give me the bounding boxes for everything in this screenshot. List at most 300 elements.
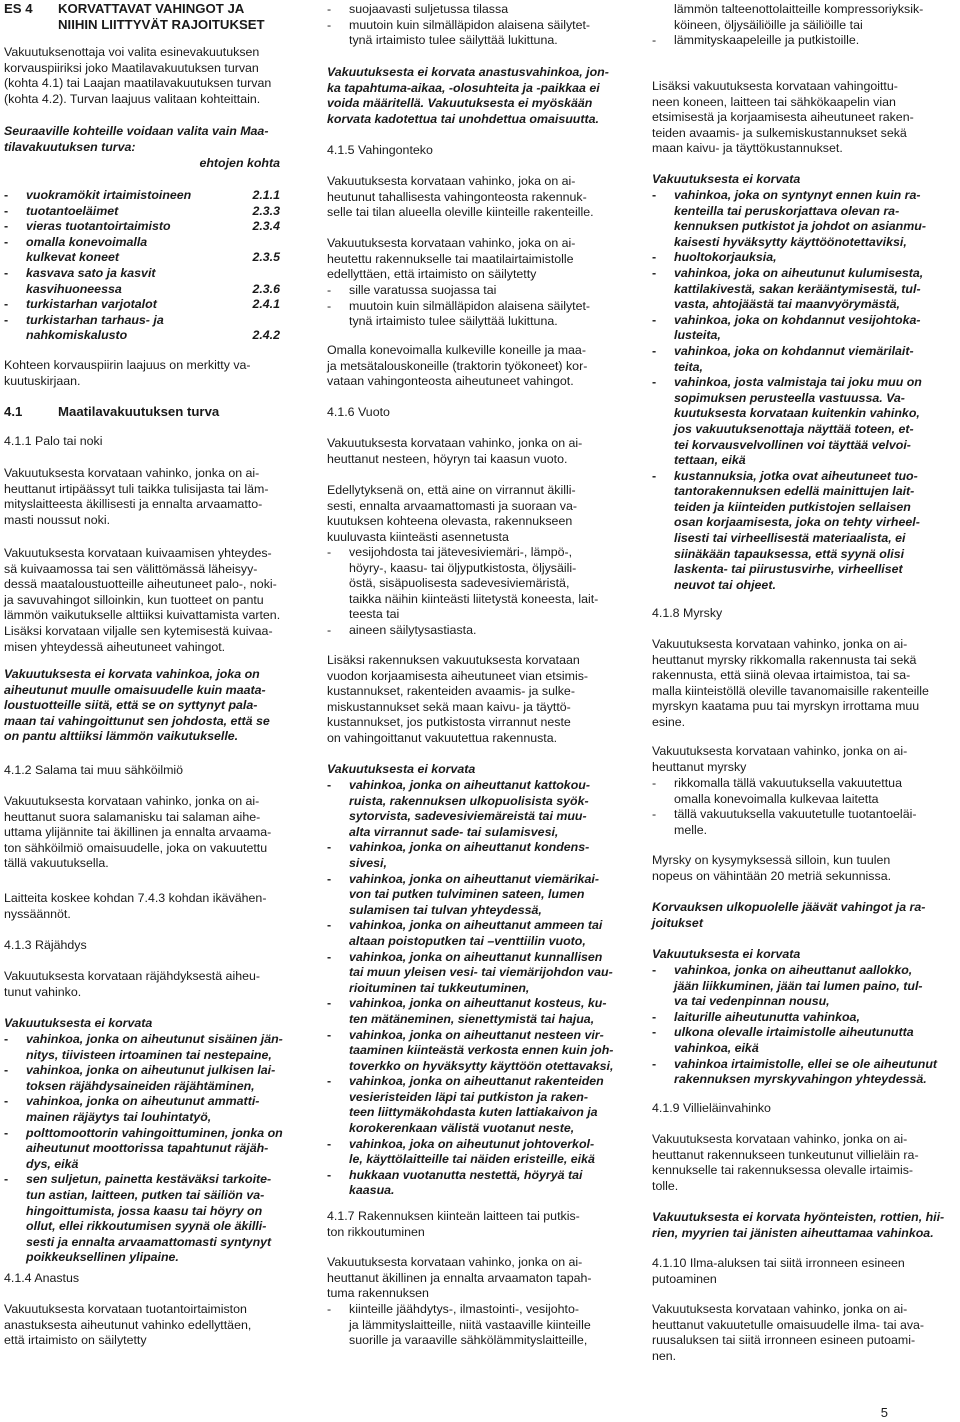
text-line: Kohteen korvauspiirin laajuus on merkitty va- [4, 358, 251, 372]
dash-bullet: - [327, 1074, 332, 1089]
list-item-line: osan korjaamisesta, joka on tehty virheel- [674, 515, 920, 530]
text-line: voida määritellä. Vakuutuksesta ei myöskään [327, 96, 593, 111]
toc-item-label: turkistarhan tarhaus- ja [26, 312, 164, 327]
list-item-line: kiinteille jäähdytys-, ilmastointi-, vesijohto- [349, 1302, 580, 1316]
toc-item-number: 2.4.2 [252, 328, 280, 343]
list-item-line: poikkeuksellinen ylipaine. [26, 1250, 179, 1265]
list-item-line: teiden ja kiinteiden putkistojen sellaisen [674, 499, 911, 514]
text-line: esine. [652, 714, 686, 729]
exclusions-4-1-3-list [4, 1032, 296, 1266]
anastus-exclusion-paragraph [327, 65, 619, 127]
list-item-line: nitys, tiivisteen irtoaminen tai nestepaine, [26, 1047, 272, 1062]
list-item-line: toverkko on hyväksytty käyttöön otettavaksi, [349, 1058, 614, 1073]
list-item-line: siinäkään tapauksessa, että syynä olisi [674, 546, 905, 561]
dash-bullet: - [327, 840, 332, 855]
list-item-line: vahinkoa, joka on kohdannut viemärilait- [674, 343, 914, 358]
exclusions-4-1-8-heading: Vakuutuksesta ei korvata [652, 947, 801, 961]
paragraph-4-1-6-a [327, 436, 619, 467]
list-item-line: höyry-, kaasu- tai öljyputkistosta, öljysäili- [349, 560, 577, 575]
paragraph-4-1-1-b [4, 546, 296, 655]
text-line: ton sähköilmiö omaisuudelle, joka on vakuutettu [4, 840, 268, 855]
dash-bullet: - [652, 375, 657, 390]
subsection-4-1-4-title: 4.1.4 Anastus [4, 1271, 80, 1285]
text-line: Korvauksen ulkopuolelle jäävät vahingot ja ra- [652, 900, 926, 914]
text-line: Vakuutuksesta korvataan vahinko, jonka on ai- [652, 637, 908, 651]
list-item-line: von tai putken tulviminen sateen, lumen [349, 887, 585, 902]
list-item-line: vahinkoa, joka on syntynyt ennen kuin ra- [674, 188, 921, 202]
anastus-list [327, 2, 619, 49]
list-item [327, 840, 619, 871]
text-line: Vakuutuksenottaja voi valita esinevakuutuksen [4, 45, 260, 59]
list-item-line: altaan poistoputken tai –venttiilin vuoto, [349, 933, 586, 948]
toc-item-label: vieras tuotantoirtaimisto [26, 219, 171, 234]
text-line: mityslaitteesta äkillisesti ja ennalta arvaamatto- [4, 497, 263, 512]
text-line: Vakuutuksesta ei korvata hyönteisten, rottien, hii- [652, 1210, 945, 1224]
toc-item-number: 2.3.3 [252, 203, 280, 218]
dash-bullet: - [4, 1094, 9, 1109]
text-line: aiheutunut muulle omaisuudelle kuin maata- [4, 682, 266, 697]
list-item-line: korokerenkaan välistä vuotanut neste, [349, 1121, 575, 1136]
list-item-line: teesta tai [349, 607, 400, 622]
list-item [652, 250, 944, 266]
list-item-line: vahinkoa, joka on aiheutunut johtoverkol- [349, 1136, 595, 1151]
list-item-line: kaasua. [349, 1183, 395, 1198]
list-item-line: alta virrannut sade- tai sulamisvesi, [349, 824, 559, 839]
paragraph-4-1-7-extra [652, 79, 944, 157]
text-line: Vakuutuksesta korvataan vahinko, jonka on ai- [4, 794, 260, 808]
list-item-line: ulkona olevalle irtaimistolle aiheutunutta [674, 1025, 914, 1040]
list-item-line: vahinkoa, josta valmistaja tai joku muu on [674, 375, 922, 390]
text-line: sesti, ennalta arvaamattomasti ja suoraan va- [327, 498, 578, 513]
dash-bullet: - [652, 265, 657, 280]
text-line: neen koneen, laitteen tai sähkökaapelin vian [652, 94, 896, 109]
list-item-line: vahinkoa, jonka on aiheuttanut rakenteiden [349, 1074, 604, 1089]
list-item-line: tynä irtaimisto tulee säilyttää lukittuna. [349, 33, 558, 48]
exclusions-4-1-6-list [327, 778, 619, 1199]
paragraph-4-1-5-a [327, 174, 619, 221]
list-item [652, 963, 944, 1010]
list-item-line: hingoittumista, jossa kaasu tai höyry on [26, 1203, 263, 1218]
list-item-line: sopimuksen perusteella vastuussa. Va- [674, 390, 905, 405]
subsection-4-1-6-title: 4.1.6 Vuoto [327, 405, 390, 419]
paragraph-4-1-3 [4, 969, 296, 1000]
text-line: misen yhteydessä aiheutuneet vahingot. [4, 639, 226, 654]
list-item-line: jään liikkuminen, jään tai lumen paino, tul- [674, 978, 923, 993]
list-item-line: lisesti tai virheellisestä materiaalista, ei [674, 531, 906, 546]
continued-lines [652, 2, 944, 49]
text-line: Vakuutuksesta korvataan vahinko, joka on ai- [327, 174, 576, 188]
list-item [327, 918, 619, 949]
text-line: Vakuutuksesta ei korvata vahinkoa, joka on [4, 667, 260, 681]
list-item [327, 1028, 619, 1075]
list-item [327, 950, 619, 997]
list-item-line: huoltokorjauksia, [674, 250, 777, 265]
subsection-4-1-9-title: 4.1.9 Villieläinvahinko [652, 1101, 771, 1115]
toc-item-label-continued: kasvihuoneessa [26, 281, 122, 296]
dash-bullet: - [652, 188, 657, 202]
list-item-line: jos vakuutuksenottaja näyttää toteen, et- [674, 421, 914, 436]
list-item-line: laiturille aiheutunutta vahinkoa, [674, 1009, 860, 1024]
toc-item-label-continued: nahkomiskalusto [26, 328, 128, 343]
paragraph-4-1-4 [4, 1302, 296, 1349]
text-line: nopeus on vähintään 20 metriä sekunnissa. [652, 868, 892, 883]
toc-item [4, 266, 280, 297]
text-line: rakennusta, että siinä olevaa irtaimistoa, tai sa- [652, 668, 911, 683]
dash-bullet: - [652, 1025, 657, 1040]
dash-bullet: - [652, 250, 657, 265]
dash-bullet: - [4, 188, 9, 202]
section-4-1-number: 4.1 [4, 404, 23, 419]
list-item-line: tei korvausvelvollinen voi täyttää velvoi- [674, 437, 911, 452]
dash-bullet: - [4, 219, 9, 234]
list-item-line: rioituminen tai tukkeutuminen, [349, 980, 530, 995]
text-line: joitukset [652, 915, 703, 930]
text-line: ja metsätalouskoneille (traktorin työkoneet) kor- [327, 358, 588, 373]
list-item [652, 188, 944, 250]
text-line: heuttanut vakuutetulle omaisuudelle ilma- tai ava- [652, 1317, 925, 1332]
toc-intro [4, 124, 296, 155]
text-line: kuutuksen kohteena olevasta, rakennukseen [327, 514, 573, 529]
toc-item-label: vuokramökit irtaimistoineen [26, 188, 192, 202]
list-item-line: vahinkoa, joka on aiheutunut kulumisesta, [674, 265, 924, 280]
text-line: Lisäksi korvataan viljalle sen kytemisestä kuivaa- [4, 623, 273, 638]
text-line: tilavakuutuksen turva: [4, 139, 136, 154]
chapter-code: ES 4 [4, 1, 33, 16]
list-item-line: ja lämmityslaitteille, niitä vastaaville kiinteille [349, 1317, 591, 1332]
list-item-line: laskenta- tai piirustusvirhe, virheelliset [674, 562, 903, 577]
text-line: masti noussut noki. [4, 512, 111, 527]
list-4-1-8 [652, 776, 944, 838]
list-item-line: tällä vakuutuksella vakuutetulle tuotantoeläi- [674, 807, 917, 822]
text-line: myrskyn kaatama puu tai myrskyn irrottama muu [652, 699, 920, 714]
text-line: ton rikkoutuminen [327, 1224, 425, 1239]
list-item-line: vahinkoa, jonka on aiheuttanut kosteus, ku- [349, 996, 607, 1011]
toc-item [4, 313, 280, 344]
list-item-line: tantorakennuksen edellä mainittujen lait- [674, 484, 915, 499]
text-line: Laitteita koskee kohdan 7.4.3 kohdan ikävähen- [4, 891, 267, 905]
text-line: etsimisestä ja korjaamisesta aiheutuneet raken- [652, 110, 914, 125]
list-item-line: melle. [674, 822, 708, 837]
list-item [327, 996, 619, 1027]
list-item-line: kaisesti hyväksytty käyttöönotettaviksi, [674, 234, 907, 249]
text-line: Vakuutuksesta ei korvata anastusvahinkoa, jon- [327, 65, 609, 79]
text-line: Lisäksi rakennuksen vakuutuksesta korvataan [327, 653, 580, 667]
text-line: Vakuutuksesta korvataan vahinko, jonka on ai- [652, 1302, 908, 1316]
paragraph-4-1-8-d [652, 900, 944, 931]
text-line: on vahingoittanut vakuutettua rakennusta. [327, 730, 558, 745]
list-item-line: omalla konevoimalla kulkevaa laitetta [674, 791, 879, 806]
paragraph-4-1-9-exclusion [652, 1210, 944, 1241]
exclusions-4-1-7-heading: Vakuutuksesta ei korvata [652, 172, 801, 186]
text-line: rien, myyrien tai jänisten aiheuttamaa vahinkoa. [652, 1225, 934, 1240]
text-line: Vakuutuksesta korvataan vahinko, jonka on ai- [652, 744, 908, 758]
dash-bullet: - [327, 1167, 332, 1182]
list-item-line: kattilakivestä, sakan kerääntymisestä, tul- [674, 281, 921, 296]
toc-item-number: 2.3.4 [252, 219, 280, 234]
text-line: on pantu alttiiksi lämmön vaikutukselle. [4, 729, 239, 744]
dash-bullet: - [327, 2, 332, 16]
subsection-4-1-7-title [327, 1209, 619, 1240]
text-line: maan kaivu- ja täyttökustannukset. [652, 141, 843, 156]
paragraph-4-1-6-c [327, 653, 619, 747]
list-item-line: vahinkoa, jonka on aiheuttanut kondens- [349, 840, 590, 855]
list-item-line: ruista, rakennuksen ulkopuolisista syök- [349, 793, 589, 808]
dash-bullet: - [652, 1056, 657, 1071]
toc-item-number: 2.1.1 [252, 188, 280, 202]
list-item-line: teen liittymäkohdasta kuten lattiakaivon ja [349, 1105, 598, 1120]
list-item-line: vasta, ahtojäästä tai maanvyörymästä, [674, 297, 900, 312]
list-item-line: kennuksen putkistot ja johdot on asianmu- [674, 219, 926, 234]
dash-bullet: - [327, 871, 332, 886]
list-item-line: tai muun yleisen vesi- tai viemärijohdon vau- [349, 965, 613, 980]
text-line: heuttanut äkillinen ja ennalta arvaamaton tapah- [327, 1270, 592, 1285]
list-item-line: aineen säilytysastiasta. [349, 622, 477, 637]
text-line: Seuraaville kohteille voidaan valita vain Maa- [4, 124, 269, 138]
toc-item-label: tuotantoeläimet [26, 203, 119, 218]
text-line: heuttanut myrsky rikkomalla rakennusta tai sekä [652, 652, 917, 667]
list-item [327, 2, 619, 18]
list-item-line: sille varatussa suojassa tai [349, 283, 497, 297]
list-item-line: sen suljetun, painetta kestäväksi tarkoite- [26, 1172, 272, 1187]
paragraph-4-1-1-a [4, 466, 296, 528]
toc-item-label: kasvava sato ja kasvit [26, 265, 156, 280]
list-item-line: suorille ja varaaville sähkölämmityslaitteille, [349, 1333, 588, 1348]
text-line: miskustannukset sekä maan kaivu- ja täyttö- [327, 699, 571, 714]
list-item [327, 283, 619, 299]
toc-item-label-continued: kulkevat koneet [26, 250, 119, 265]
toc-item-number: 2.3.6 [252, 281, 280, 296]
list-item [327, 1137, 619, 1168]
list-item-line: le, käyttölaitteille tai näiden eristeille, eikä [349, 1152, 595, 1167]
text-line: Vakuutuksesta korvataan vahinko, jonka on ai- [327, 436, 583, 450]
text-line: Edellytyksenä on, että aine on virrannut äkilli- [327, 483, 576, 497]
toc-item [4, 204, 280, 220]
list-item-line: vesieristeiden läpi tai putkiston ja raken- [349, 1089, 588, 1104]
text-line: Vakuutuksesta korvataan vahinko, joka on ai- [327, 236, 576, 250]
list-item [652, 344, 944, 375]
page-number: 5 [880, 1405, 888, 1420]
text-line: korvata kadotettua tai unohdettua omaisuutta. [327, 111, 599, 126]
dash-bullet: - [327, 918, 332, 933]
list-item-line: vahinkoa, jonka on aiheutunut ammatti- [26, 1094, 260, 1109]
chapter-heading [4, 1, 296, 32]
section-4-1-heading [4, 404, 296, 420]
list-item [652, 1010, 944, 1026]
text-line: anastuksesta aiheutunut vahinko edellyttäen, [4, 1317, 252, 1332]
list-item-line: va tai vedenpinnan nousu, [674, 994, 830, 1009]
text-line: Vakuutuksesta korvataan vahinko, jonka on ai- [4, 466, 260, 480]
list-item-line: vahinkoa, jonka on aiheuttanut kattokou- [349, 778, 590, 792]
text-line: maan tai vahingoittunut sen johdosta, että se [4, 713, 270, 728]
list-item-line: aiheutunut moottorissa tapahtunut räjäh- [26, 1141, 269, 1156]
subsection-4-1-5-title: 4.1.5 Vahingonteko [327, 143, 433, 157]
text-line: heuttanut myrsky [652, 759, 747, 774]
paragraph-4-1-10 [652, 1302, 944, 1364]
text-line: Lisäksi vakuutuksesta korvataan vahingoittu- [652, 79, 898, 93]
paragraph-4-1-2-b [4, 891, 296, 922]
text-line: sä kuivaamossa tai sen välittömässä läheisyy- [4, 561, 258, 576]
paragraph-4-1-9 [652, 1132, 944, 1194]
list-item [4, 1094, 296, 1125]
list-item-line: vahinkoa, jonka on aiheuttanut viemärikai- [349, 871, 599, 886]
text-line: heutunut tahallisesta vahingonteosta rakennuk- [327, 189, 587, 204]
text-line: kennukselle tai rakennuksessa olevalle irtaimis- [652, 1163, 914, 1178]
list-item [327, 18, 619, 49]
text-line: (kohta 4.1) tai Laajan maatilavakuutuksen turvan [4, 76, 272, 91]
exclusions-4-1-7-list [652, 188, 944, 593]
exclusions-4-1-6-heading: Vakuutuksesta ei korvata [327, 762, 476, 776]
text-line: kustannukset, rakenteiden avaamis- ja sulke- [327, 684, 575, 699]
dash-bullet: - [4, 297, 9, 312]
text-line: tällä vakuutuksella. [4, 856, 109, 871]
dash-bullet: - [4, 203, 9, 218]
list-item-line: neuvot tai ohjeet. [674, 577, 776, 592]
list-item [327, 623, 619, 639]
text-line: (kohta 4.2). Turvan laajuus valitaan kohteittain. [4, 91, 261, 106]
text-line: lämmön talteenottolaitteille kompressoriyksik- [674, 2, 924, 16]
text-line: Myrsky on kysymyksessä silloin, kun tuulen [652, 853, 891, 867]
text-line: loustuotteille siitä, että se on syttynyt pala- [4, 698, 258, 713]
text-line: köineen, öljysäiliöille ja säiliöille tai [674, 17, 863, 32]
dash-bullet: - [652, 343, 657, 358]
paragraph-4-1-7 [327, 1255, 619, 1302]
text-line: ruusaluksen tai siitä irronneen esineen putoami- [652, 1333, 916, 1348]
list-item [327, 872, 619, 919]
list-item-line: taaminen kiinteästä verkosta ennen kuin joh- [349, 1043, 614, 1058]
chapter-title-line-2: NIIHIN LIITTYVÄT RAJOITUKSET [58, 16, 265, 32]
paragraph-4-1-8-b [652, 744, 944, 775]
dash-bullet: - [4, 265, 9, 280]
text-line: vataan vahingonteosta aiheutuneet vahingot. [327, 374, 574, 389]
list-item-line: dys, eikä [26, 1156, 79, 1171]
text-line: malla kiinteistöllä oleville tavanomaisille rakenteille [652, 683, 929, 698]
list-item [652, 807, 944, 838]
list-item-line: kustannuksia, jotka ovat aiheutuneet tuo- [674, 468, 918, 483]
list-item-line: taikka näihin kiinteästi liitetystä koneesta, lait- [349, 591, 599, 606]
section-4-1-title: Maatilavakuutuksen turva [58, 404, 220, 419]
dash-bullet: - [652, 807, 657, 822]
list-4-1-6 [327, 545, 619, 639]
text-line: selle tai tilan alueella oleville kiinteille rakenteille. [327, 205, 594, 220]
text-line: heuttanut suora salamanisku tai salaman aihe- [4, 809, 261, 824]
text-line: Vakuutuksesta korvataan kuivaamisen yhteydes- [4, 546, 272, 560]
text-line: että irtaimisto on säilytetty [4, 1333, 147, 1348]
list-item-line: mainen räjäytys tai louhintatyö, [26, 1109, 212, 1124]
list-item-line: hukkaan vuotanutta nestettä, höyryä tai [349, 1167, 583, 1182]
text-line: tuma rakennuksen [327, 1286, 429, 1301]
paragraph-4-1-1-exclusion [4, 667, 296, 745]
text-line: 4.1.10 Ilma-aluksen tai siitä irronneen esineen [652, 1256, 905, 1270]
paragraph-4-1-5-b [327, 236, 619, 283]
list-item [327, 1168, 619, 1199]
list-item-line: ollut, ellei rikkoutumisen syynä ole äkilli- [26, 1219, 267, 1234]
chapter-title-line-1: KORVATTAVAT VAHINGOT JA [58, 1, 245, 16]
list-item-line: tettaan, eikä [674, 453, 746, 468]
dash-bullet: - [652, 1009, 657, 1024]
list-item-line: vahinkoa, jonka on aiheuttanut aallokko, [674, 963, 913, 977]
toc-item-label: turkistarhan varjotalot [26, 297, 157, 312]
list-item-line: toksen räjähdysaineiden räjähtäminen, [26, 1078, 255, 1093]
dash-bullet: - [327, 622, 332, 637]
dash-bullet: - [327, 949, 332, 964]
toc-item-number: 2.3.5 [252, 250, 280, 265]
dash-bullet: - [652, 33, 657, 48]
list-item-line: teita, [674, 359, 703, 374]
subsection-4-1-1-title: 4.1.1 Palo tai noki [4, 434, 103, 448]
list-item-line: vahinkoa, jonka on aiheutunut sisäinen jän- [26, 1032, 283, 1046]
list-item-line: vahinkoa, jonka on aiheuttanut nesteen vir- [349, 1027, 604, 1042]
toc-item-label: omalla konevoimalla [26, 234, 148, 249]
text-line: lämmön vaikutukselle alttiiksi kuivattamista varten. [4, 608, 281, 623]
list-item-line: kenteilla tai peruskorjattava olevan ra- [674, 203, 900, 218]
dash-bullet: - [327, 778, 332, 792]
list-4-1-5 [327, 283, 619, 330]
text-line: Vakuutuksesta korvataan vahinko, jonka on ai- [327, 1255, 583, 1269]
toc-item-number: 2.4.1 [252, 297, 280, 312]
list-item [327, 1074, 619, 1136]
text-line: putoaminen [652, 1271, 717, 1286]
toc-item [4, 235, 280, 266]
text-line: ka tapahtuma-aikaa, -olosuhteita ja -paikkaa ei [327, 80, 600, 95]
list-item-line: ten mätäneminen, sienettymistä tai hajua, [349, 1011, 595, 1026]
paragraph-4-1-8-a [652, 637, 944, 731]
list-item-line: sulamisen tai tulvan yhteydessä, [349, 902, 542, 917]
dash-bullet: - [4, 1063, 9, 1078]
list-item-line: rakennuksen myrskyvahingon yhteydessä. [674, 1072, 927, 1087]
list-item [327, 299, 619, 330]
toc-column-header: ehtojen kohta [199, 156, 280, 170]
text-line: Vakuutuksesta korvataan vahinko, jonka on ai- [652, 1132, 908, 1146]
list-item [4, 1126, 296, 1173]
text-line: vuodon korjaamisesta aiheutuneet vian etsimis- [327, 668, 589, 683]
list-item [652, 33, 944, 49]
list-item [652, 776, 944, 807]
list-item [652, 266, 944, 313]
dash-bullet: - [652, 312, 657, 327]
text-line: uttama ylijännite tai äkillinen ja ennalta arvaama- [4, 825, 272, 840]
text-line: Vakuutuksesta korvataan tuotantoirtaimiston [4, 1302, 247, 1316]
text-line: Vakuutuksesta korvataan räjähdyksestä aiheu- [4, 969, 260, 983]
dash-bullet: - [652, 776, 657, 790]
dash-bullet: - [327, 1302, 332, 1316]
list-item-line: lusteita, [674, 328, 721, 343]
paragraph-4-1-5-c [327, 343, 619, 390]
exclusions-4-1-3-heading: Vakuutuksesta ei korvata [4, 1016, 153, 1030]
list-item-line: suojaavasti suljetussa tilassa [349, 2, 509, 16]
paragraph-4-1-2-a [4, 794, 296, 872]
list-item-line: vahinkoa, jonka on aiheuttanut kunnallisen [349, 949, 603, 964]
text-line: edellyttäen, että irtaimisto on säilytetty [327, 267, 537, 282]
dash-bullet: - [652, 963, 657, 977]
list-item-line: vahinkoa, jonka on aiheutunut julkisen lai- [26, 1063, 276, 1078]
list-item-line: tynä irtaimisto tulee säilyttää lukittuna. [349, 314, 558, 329]
text-line: heuttanut nesteen, höyryn tai kaasun vuoto. [327, 451, 568, 466]
list-item [4, 1172, 296, 1266]
list-item-line: sytorvista, sadevesiviemäreistä tai muu- [349, 809, 587, 824]
list-item-line: kuutuksesta korvataan kuitenkin vahinko, [674, 406, 920, 421]
list-item-line: östä, sisäpuolisesta sadevesiviemäristä, [349, 576, 570, 591]
list-item-line: muutoin kuin silmälläpidon alaisena säilytet- [349, 17, 591, 32]
dash-bullet: - [327, 996, 332, 1011]
dash-bullet: - [327, 17, 332, 32]
toc-list [4, 188, 280, 344]
text-line: nyssäännöt. [4, 906, 71, 921]
text-line: heuttanut irtipäässyt tuli taikka tulisijasta tai läm- [4, 481, 269, 496]
text-line: kuutuskirjaan. [4, 373, 81, 388]
subsection-4-1-2-title: 4.1.2 Salama tai muu sähköilmiö [4, 763, 184, 777]
list-item-line: vahinkoa, jonka on aiheuttanut ammeen tai [349, 918, 603, 933]
list-4-1-7 [327, 1302, 619, 1349]
